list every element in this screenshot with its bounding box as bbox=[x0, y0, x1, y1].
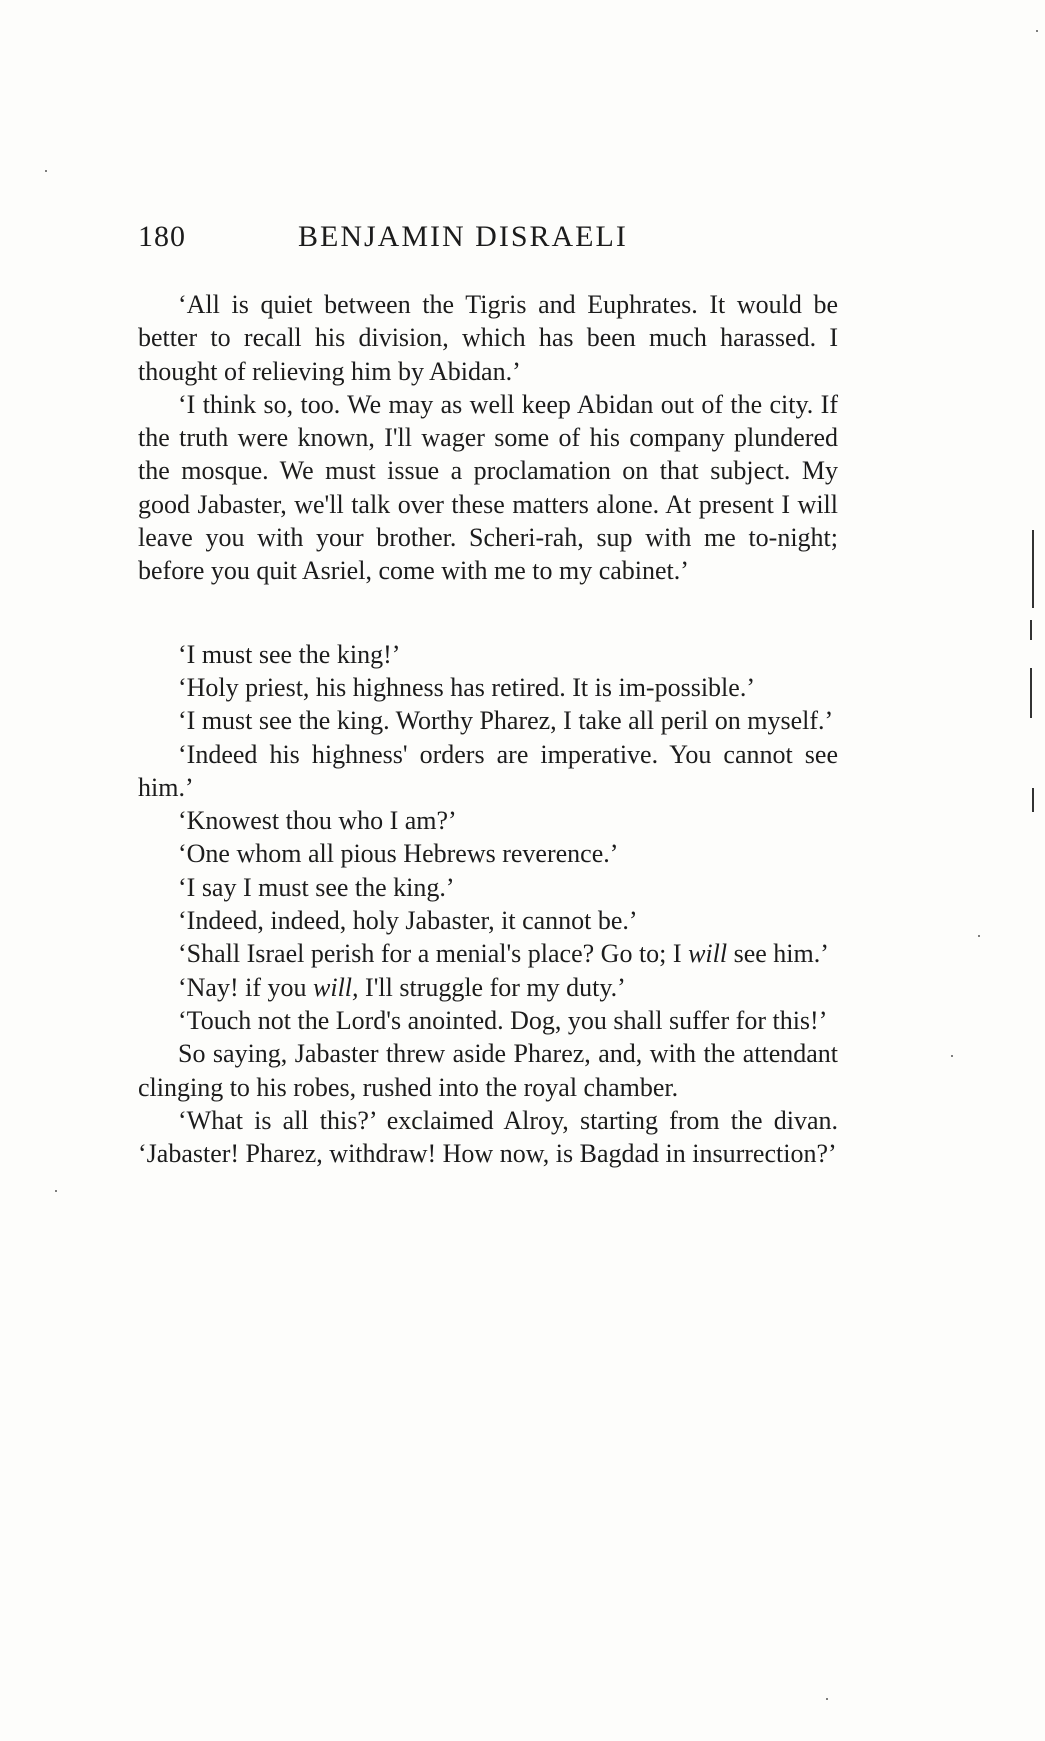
paragraph bbox=[138, 671, 838, 704]
paragraph bbox=[138, 704, 838, 737]
text-segment: I'll struggle for my duty.’ bbox=[358, 972, 626, 1002]
italic-text: will bbox=[688, 939, 728, 969]
speck bbox=[1036, 30, 1038, 32]
paragraph bbox=[138, 871, 838, 904]
paragraph bbox=[138, 804, 838, 837]
text-segment: ‘Nay! if you bbox=[178, 972, 314, 1002]
text-segment: ‘I think so, too. We may as well keep Abidan out of the city. If the truth were known, I'll wager some of his company plundered the mosque. We must issue a proclamation on that subject. My good Jabaster, we'll talk over these matters alone. At present I will leave you with your brother. Scheri-rah, sup with me to-night; before you quit Asriel, come with me to my cabinet.’ bbox=[138, 389, 838, 586]
body-text bbox=[138, 288, 838, 1170]
text-segment: ‘Holy priest, his highness has retired. It is im-possible.’ bbox=[178, 672, 755, 702]
paragraph bbox=[138, 904, 838, 937]
text-segment: So saying, Jabaster threw aside Pharez, and, with the attendant clinging to his robes, rushed into the royal chamber. bbox=[138, 1039, 838, 1102]
paragraph bbox=[138, 971, 838, 1004]
paragraph bbox=[138, 937, 838, 970]
text-segment: ‘One whom all pious Hebrews reverence.’ bbox=[178, 839, 619, 869]
text-segment: ‘Shall Israel perish for a menial's place? Go to; I bbox=[178, 939, 689, 969]
paragraph bbox=[138, 837, 838, 870]
paragraph bbox=[138, 1104, 838, 1171]
text-segment: ‘What is all this?’ exclaimed Alroy, starting from the divan. ‘Jabaster! Pharez, withdraw! How now, is Bagdad in insurrection?’ bbox=[138, 1105, 838, 1169]
text-segment: ‘All is quiet between the Tigris and Euphrates. It would be better to recall his division, which has been much harassed. I thought of relieving him by Abidan.’ bbox=[138, 290, 838, 386]
text-segment: ‘I must see the king. Worthy Pharez, I take all peril on myself.’ bbox=[178, 706, 834, 736]
text-segment: see him.’ bbox=[727, 939, 829, 969]
text-segment: ‘I say I must see the king.’ bbox=[178, 872, 455, 902]
page-number: 180 bbox=[138, 220, 186, 253]
margin-mark bbox=[1032, 530, 1034, 608]
text-segment: ‘Indeed, indeed, holy Jabaster, it cannot be.’ bbox=[178, 906, 638, 936]
paragraph bbox=[138, 738, 838, 805]
speck bbox=[55, 1190, 57, 1192]
italic-text: will, bbox=[313, 972, 359, 1002]
section-break bbox=[138, 588, 838, 638]
paragraph bbox=[138, 388, 838, 588]
speck bbox=[951, 1055, 953, 1057]
margin-mark bbox=[1032, 788, 1034, 812]
paragraph bbox=[138, 288, 838, 388]
margin-mark bbox=[1030, 668, 1032, 718]
text-segment: ‘Touch not the Lord's anointed. Dog, you shall suffer for this!’ bbox=[178, 1005, 828, 1035]
paragraph bbox=[138, 638, 838, 671]
text-segment: ‘Knowest thou who I am?’ bbox=[178, 806, 457, 836]
speck bbox=[978, 935, 980, 937]
speck bbox=[826, 1698, 828, 1700]
running-head: BENJAMIN DISRAELI bbox=[298, 220, 628, 253]
text-segment: ‘I must see the king!’ bbox=[178, 639, 401, 669]
paragraph bbox=[138, 1037, 838, 1104]
margin-mark bbox=[1030, 620, 1032, 640]
paragraph bbox=[138, 1004, 838, 1037]
text-segment: ‘Indeed his highness' orders are imperative. You cannot see him.’ bbox=[138, 739, 838, 802]
page-header bbox=[138, 220, 838, 260]
speck bbox=[45, 170, 47, 172]
